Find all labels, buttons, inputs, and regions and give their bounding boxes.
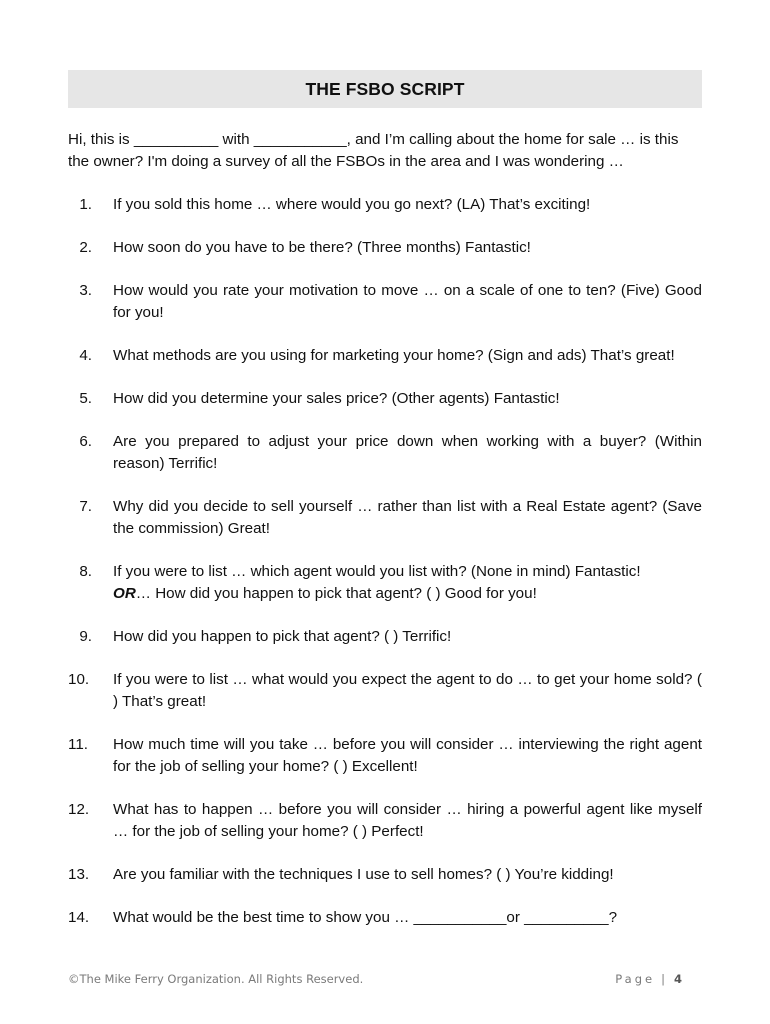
list-item [68, 907, 702, 929]
item-number: 12. [68, 801, 90, 818]
item-number: 10. [68, 671, 90, 688]
item-text: How did you happen to pick that agent? ( ) Terrific! [113, 628, 452, 645]
item-text: What methods are you using for marketing your home? (Sign and ads) That’s great! [113, 347, 675, 364]
document-title: THE FSBO SCRIPT [305, 78, 465, 99]
item-text: How soon do you have to be there? (Three months) Fantastic! [113, 239, 531, 256]
page-separator: | [661, 972, 668, 986]
item-text: How did you determine your sales price? (Other agents) Fantastic! [113, 390, 560, 407]
list-item [68, 626, 702, 648]
item-text: If you were to list … which agent would you list with? (None in mind) Fantastic! [113, 563, 641, 580]
item-text: How would you rate your motivation to move … on a scale of one to ten? (Five) Good for you! [113, 282, 702, 321]
item-number: 9. [79, 628, 92, 645]
item-text: If you sold this home … where would you go next? (LA) That’s exciting! [113, 196, 591, 213]
item-number: 7. [79, 498, 92, 515]
footer-page-indicator [615, 972, 682, 986]
page-number: 4 [673, 972, 682, 986]
item-number: 13. [68, 866, 90, 883]
footer-copyright: ©The Mike Ferry Organization. All Rights Reserved. [68, 972, 364, 986]
list-item [68, 431, 702, 475]
list-item [68, 669, 702, 713]
item-number: 5. [79, 390, 92, 407]
list-item [68, 194, 702, 216]
question-list [68, 194, 702, 950]
item-text: Why did you decide to sell yourself … rather than list with a Real Estate agent? (Save the commission) Great! [113, 498, 702, 537]
list-item [68, 496, 702, 540]
item-number: 6. [79, 433, 92, 450]
list-item [68, 864, 702, 886]
page-label: Page [615, 972, 656, 986]
item-number: 11. [68, 736, 88, 753]
or-label: OR [113, 585, 136, 602]
list-item [68, 280, 702, 324]
item-number: 14. [68, 909, 90, 926]
list-item [68, 388, 702, 410]
title-banner [68, 70, 702, 108]
item-text: What would be the best time to show you … ___________or __________? [113, 909, 618, 926]
item-text: Are you familiar with the techniques I use to sell homes? ( ) You’re kidding! [113, 866, 614, 883]
item-text-alt: … How did you happen to pick that agent? ( ) Good for you! [135, 585, 537, 602]
item-text: What has to happen … before you will consider … hiring a powerful agent like myself … for the job of selling your home? ( ) Perfect! [113, 801, 702, 840]
item-text: Are you prepared to adjust your price down when working with a buyer? (Within reason) Terrific! [113, 433, 702, 472]
item-number: 1. [79, 196, 92, 213]
item-text: How much time will you take … before you will consider … interviewing the right agent for the job of selling your home? ( ) Excellent! [113, 736, 702, 775]
item-number: 8. [79, 563, 92, 580]
item-number: 2. [79, 239, 92, 256]
item-number: 3. [79, 282, 92, 299]
intro-paragraph: Hi, this is __________ with ___________, and I’m calling about the home for sale … is this the owner? I'm doing a survey of all the FSBOs in the area and I was wondering … [68, 131, 679, 170]
list-item [68, 561, 702, 605]
list-item [68, 799, 702, 843]
item-number: 4. [79, 347, 92, 364]
list-item [68, 237, 702, 259]
list-item [68, 345, 702, 367]
item-text: If you were to list … what would you expect the agent to do … to get your home sold? ( ) That’s great! [113, 671, 702, 710]
list-item [68, 734, 702, 778]
